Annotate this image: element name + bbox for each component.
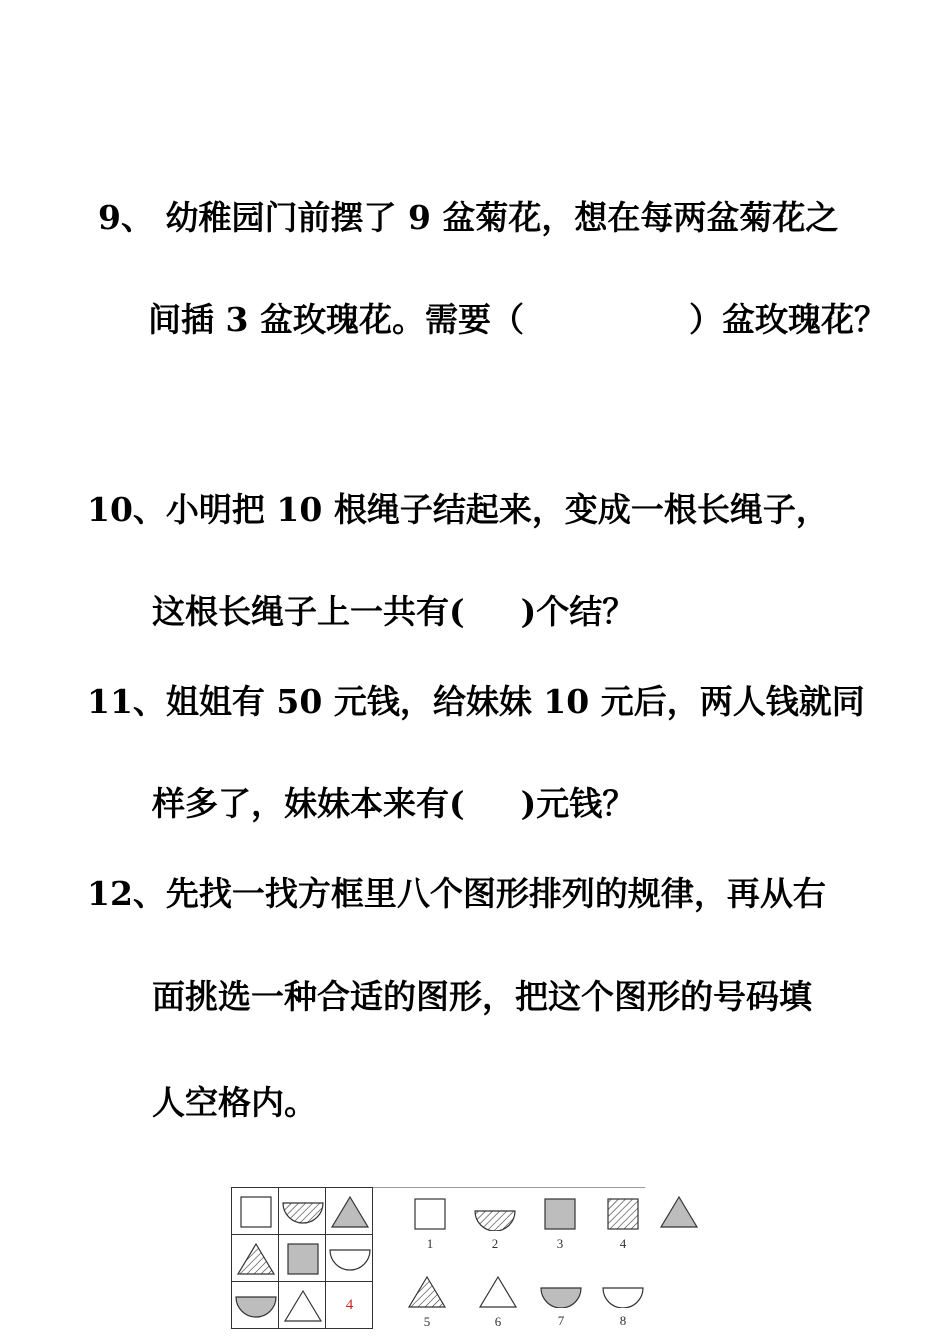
answer-mark: 4 (345, 1297, 354, 1313)
gray-triangle-icon (659, 1195, 699, 1229)
option-6[interactable] (473, 1275, 523, 1329)
hatched-triangle-icon (407, 1275, 447, 1309)
question-10-line-2: 这根长绳子上一共有( )个结？ (152, 592, 636, 631)
hatched-triangle-icon (232, 1235, 279, 1282)
gray-square-icon (543, 1197, 577, 1231)
option-number: 1 (426, 1236, 434, 1251)
option-number: 2 (491, 1236, 499, 1251)
hatched-square-icon (606, 1197, 640, 1231)
white-triangle-icon (478, 1275, 518, 1309)
option-number: 8 (619, 1313, 627, 1328)
answer-cell[interactable] (326, 1282, 373, 1329)
question-12-line-3: 人空格内。 (152, 1083, 317, 1122)
hatched-semicircle-icon (473, 1209, 517, 1231)
question-9-line-2: 间插 3 盆玫瑰花。需要（ ）盆玫瑰花？ (148, 300, 887, 339)
gray-semicircle-icon (539, 1286, 583, 1308)
option-8[interactable] (598, 1286, 648, 1328)
question-11-line-2: 样多了，妹妹本来有( )元钱？ (152, 784, 636, 823)
gray-square-icon (279, 1235, 326, 1282)
option-number: 6 (494, 1314, 502, 1329)
option-1[interactable] (405, 1197, 455, 1251)
question-11-line-1: 11、姐姐有 50 元钱，给妹妹 10 元后，两人钱就同 (87, 682, 865, 721)
question-12-line-2: 面挑选一种合适的图形，把这个图形的号码填 (152, 977, 812, 1016)
question-10-line-1: 10、小明把 10 根绳子结起来，变成一根长绳子， (87, 490, 829, 529)
gray-triangle-icon (326, 1188, 373, 1235)
option-4[interactable] (598, 1197, 648, 1251)
option-number: 3 (556, 1236, 564, 1251)
white-semicircle-icon (326, 1235, 373, 1282)
option-3[interactable] (535, 1197, 585, 1251)
option-2[interactable] (470, 1209, 520, 1251)
white-square-icon (413, 1197, 447, 1231)
question-12-line-1: 12、先找一找方框里八个图形排列的规律，再从右 (87, 874, 826, 913)
option-5[interactable] (402, 1275, 452, 1329)
question-9-line-1: 9、 幼稚园门前摆了 9 盆菊花，想在每两盆菊花之 (98, 198, 839, 237)
option-7[interactable] (536, 1286, 586, 1328)
hatched-semicircle-icon (279, 1188, 326, 1235)
white-square-icon (232, 1188, 279, 1235)
pattern-grid (231, 1187, 373, 1329)
option-number: 7 (557, 1313, 565, 1328)
white-triangle-icon (279, 1282, 326, 1329)
option-number: 4 (619, 1236, 627, 1251)
white-semicircle-icon (601, 1286, 645, 1308)
option-extra[interactable] (654, 1195, 704, 1235)
gray-semicircle-icon (232, 1282, 279, 1329)
divider (373, 1187, 645, 1188)
option-number: 5 (423, 1314, 431, 1329)
